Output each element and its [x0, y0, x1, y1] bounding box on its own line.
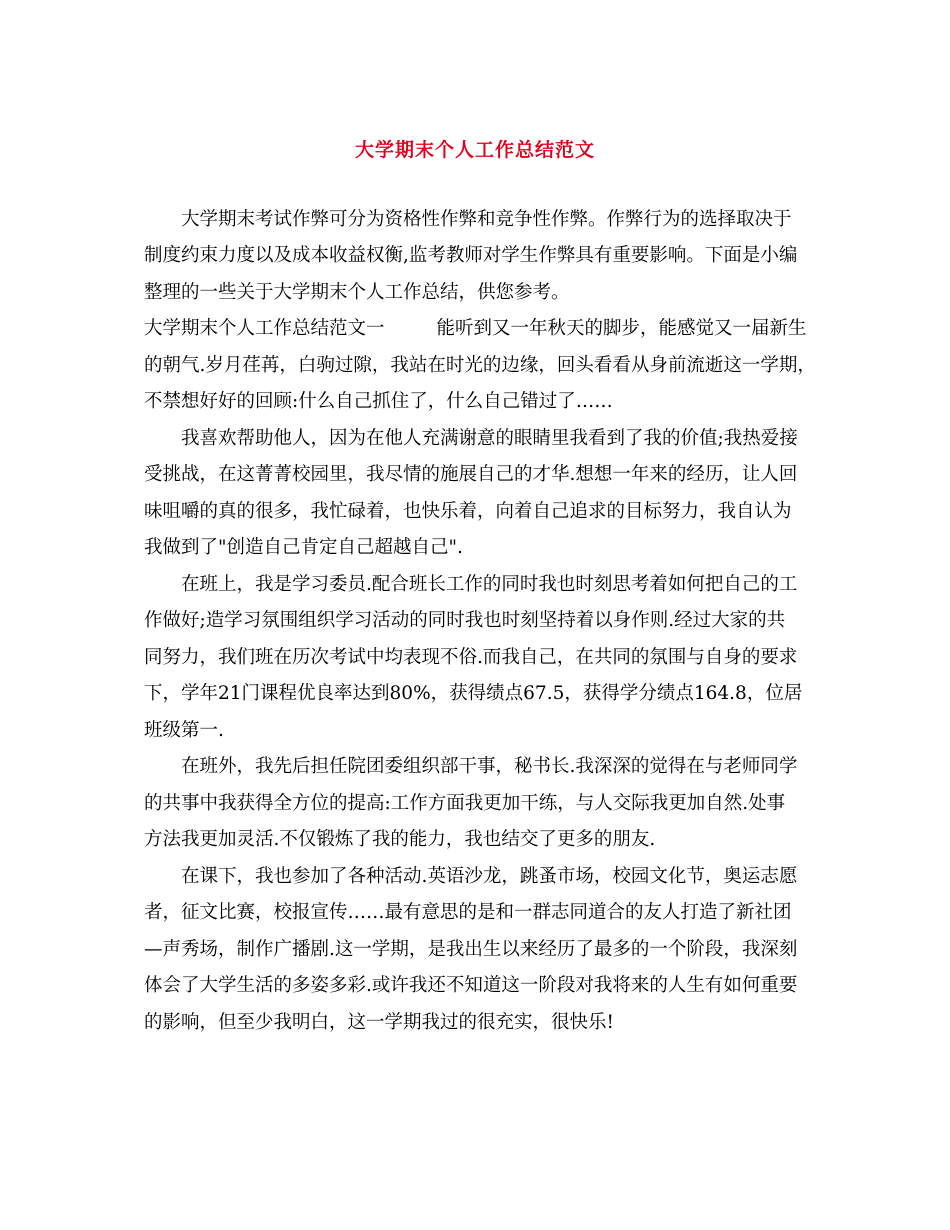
body-line: 不禁想好好的回顾:什么自己抓住了，什么自己错过了…… — [144, 391, 613, 412]
body-line: 体会了大学生活的多姿多彩.或许我还不知道这一阶段对我将来的人生有如何重要 — [144, 975, 798, 996]
body-line: 我做到了"创造自己肯定自己超越自己". — [144, 537, 463, 558]
body-line: 在课下，我也参加了各种活动.英语沙龙，跳蚤市场，校园文化节，奥运志愿 — [181, 866, 798, 887]
document-title: 大学期末个人工作总结范文 — [354, 139, 595, 161]
body-text: 能听到又一年秋天的脚步，能感觉又一届新生 — [436, 318, 807, 339]
body-line: 大学期末考试作弊可分为资格性作弊和竞争性作弊。作弊行为的选择取决于 — [181, 209, 792, 230]
body-line: 在班上，我是学习委员.配合班长工作的同时我也时刻思考着如何把自己的工 — [181, 574, 798, 595]
body-line: 味咀嚼的真的很多，我忙碌着，也快乐着，向着自己追求的目标努力，我自认为 — [144, 501, 792, 522]
section-line — [144, 314, 807, 344]
body-line: —声秀场，制作广播剧.这一学期，是我出生以来经历了最多的一个阶段，我深刻 — [144, 939, 798, 960]
body-line: 在班外，我先后担任院团委组织部干事，秘书长.我深深的觉得在与老师同学 — [181, 756, 798, 777]
body-line: 方法我更加灵活.不仅锻炼了我的能力，我也结交了更多的朋友. — [144, 829, 656, 850]
section-heading: 大学期末个人工作总结范文一 — [144, 318, 385, 339]
body-line: 的共事中我获得全方位的提高:工作方面我更加干练，与人交际我更加自然.处事 — [144, 793, 786, 814]
body-line: 我喜欢帮助他人，因为在他人充满谢意的眼睛里我看到了我的价值;我热爱接 — [181, 428, 798, 449]
body-line: 制度约束力度以及成本收益权衡,监考教师对学生作弊具有重要影响。下面是小编 — [144, 245, 798, 266]
body-line: 下，学年21门课程优良率达到80%，获得绩点67.5，获得学分绩点164.8，位居 — [144, 683, 803, 704]
body-line: 的朝气.岁月荏苒，白驹过隙，我站在时光的边缘，回头看看从身前流逝这一学期， — [144, 355, 816, 376]
body-line: 作做好;造学习氛围组织学习活动的同时我也时刻坚持着以身作则.经过大家的共 — [144, 610, 786, 631]
body-line: 班级第一. — [144, 720, 224, 741]
body-line: 者，征文比赛，校报宣传……最有意思的是和一群志同道合的友人打造了新社团 — [144, 902, 792, 923]
body-line: 的影响，但至少我明白，这一学期我过的很充实，很快乐! — [144, 1012, 614, 1033]
body-line: 整理的一些关于大学期末个人工作总结，供您参考。 — [144, 282, 570, 303]
body-line: 受挑战，在这菁菁校园里，我尽情的施展自己的才华.想想一年来的经历，让人回 — [144, 464, 798, 485]
body-line: 同努力，我们班在历次考试中均表现不俗.而我自己，在共同的氛围与自身的要求 — [144, 647, 798, 668]
